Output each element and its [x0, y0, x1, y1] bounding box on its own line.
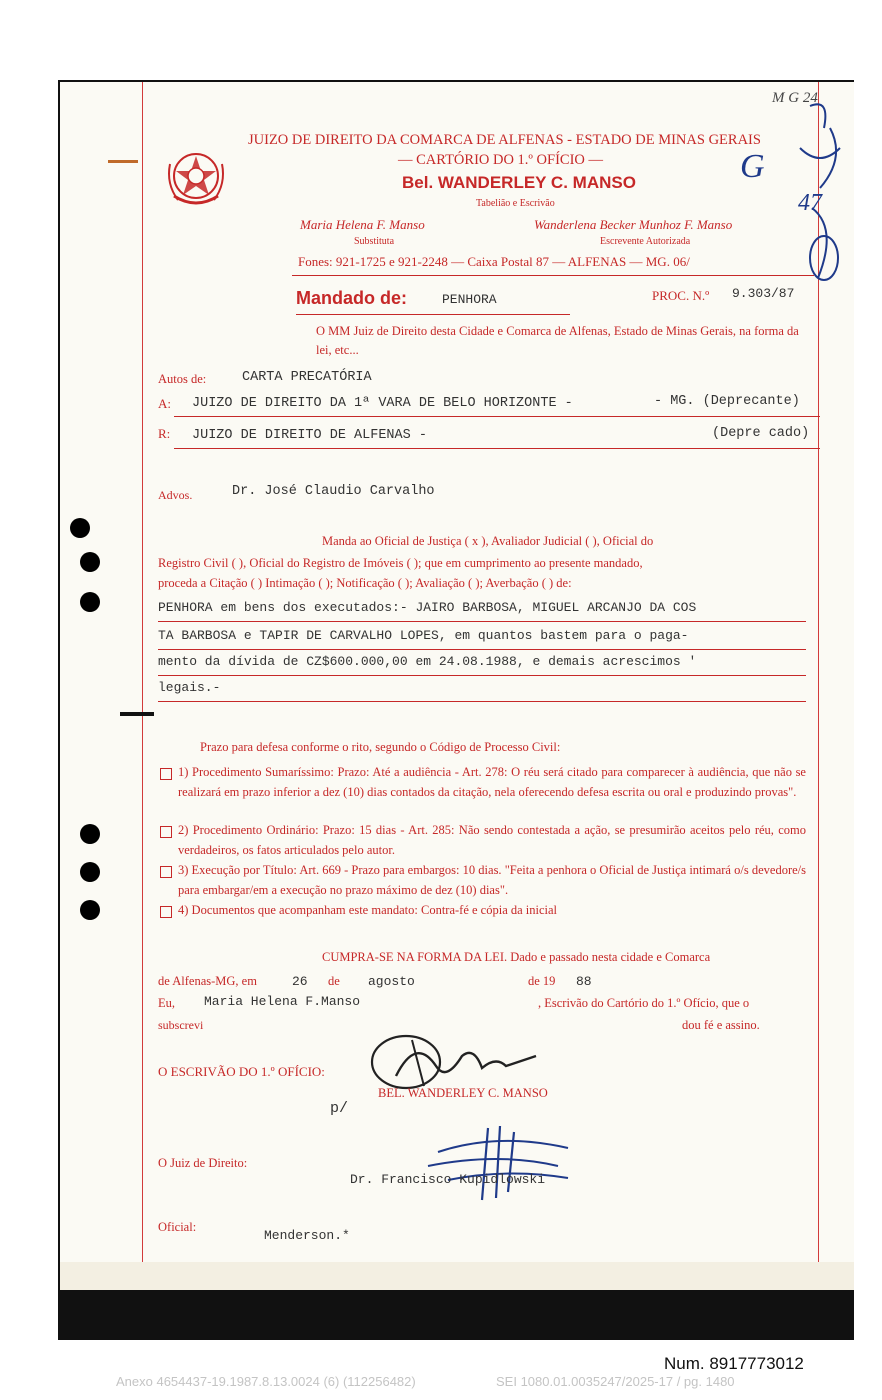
- coat-of-arms-icon: [164, 144, 228, 212]
- advs-value: Dr. José Claudio Carvalho: [232, 484, 435, 499]
- closing-clerk-typed: Maria Helena F.Manso: [204, 994, 361, 1009]
- closing-line-1: CUMPRA-SE NA FORMA DA LEI. Dado e passado nesta cidade e Comarca: [322, 950, 711, 964]
- juiz-signature-icon: [418, 1122, 578, 1202]
- footer-num: Num. 8917773012: [664, 1354, 804, 1373]
- checkbox-ordinario[interactable]: [160, 826, 172, 838]
- escrivao-name: BEL. WANDERLEY C. MANSO: [378, 1086, 548, 1100]
- typed-underline-3: [158, 675, 806, 676]
- r-label: R:: [158, 426, 171, 441]
- office-heading: — CARTÓRIO DO 1.º OFÍCIO —: [398, 152, 604, 168]
- advs-label: Advos.: [158, 488, 193, 502]
- writ-label: Mandado de:: [296, 288, 407, 308]
- closing-subscrevi: subscrevi: [158, 1018, 204, 1032]
- closing-eu-suffix: , Escrivão do Cartório do 1.º Ofício, que o: [538, 996, 750, 1010]
- signature-pp: p/: [330, 1100, 349, 1117]
- checkbox-documentos[interactable]: [160, 906, 172, 918]
- clerk-name: Wanderlena Becker Munhoz F. Manso: [534, 217, 733, 232]
- a-suffix: - MG. (Deprecante): [654, 394, 800, 409]
- a-label: A:: [158, 396, 171, 411]
- substitute-title: Substituta: [354, 236, 395, 247]
- oficial-name: Menderson.*: [264, 1228, 350, 1243]
- scanned-document: [58, 80, 854, 1340]
- typed-underline-2: [158, 649, 806, 650]
- closing-dou-fe: dou fé e assino.: [682, 1018, 760, 1032]
- checkbox-sumarissimo[interactable]: [160, 768, 172, 780]
- order-typed-1: PENHORA em bens dos executados:- JAIRO BARBOSA, MIGUEL ARCANJO DA COS: [158, 600, 697, 615]
- binder-hole: [80, 552, 100, 572]
- closing-eu: Eu,: [158, 996, 176, 1010]
- margin-mark: [108, 160, 138, 163]
- torn-paper-edge: [60, 1262, 854, 1292]
- r-suffix: (Depre cado): [712, 426, 810, 441]
- order-typed-4: legais.-: [158, 680, 221, 695]
- substitute-name: Maria Helena F. Manso: [300, 217, 425, 232]
- header-divider: [292, 275, 814, 276]
- r-underline: [174, 448, 820, 449]
- deadline-item-4: 4) Documentos que acompanham este mandato: Contra-fé e cópia da inicial: [178, 903, 558, 917]
- closing-date-prefix: de Alfenas-MG, em: [158, 974, 257, 988]
- order-typed-3: mento da dívida de CZ$600.000,00 em 24.08.1988, e demais acrescimos ': [158, 654, 697, 669]
- a-value: JUIZO DE DIREITO DA 1ª VARA DE BELO HORIZONTE -: [192, 396, 573, 411]
- typed-underline-4: [158, 701, 806, 702]
- writ-intro: O MM Juiz de Direito desta Cidade e Comarca de Alfenas, Estado de Minas Gerais, na forma da lei, etc...: [316, 324, 799, 357]
- closing-de-2: de 19: [528, 974, 556, 988]
- closing-day: 26: [292, 974, 308, 989]
- closing-de-1: de: [328, 974, 340, 988]
- proc-number: 9.303/87: [732, 286, 795, 301]
- proc-label: PROC. N.º: [652, 288, 710, 303]
- r-value: JUIZO DE DIREITO DE ALFENAS -: [192, 428, 427, 443]
- contacts-line: Fones: 921-1725 e 921-2248 — Caixa Postal 87 — ALFENAS — MG. 06/: [298, 254, 690, 269]
- deadline-item-1: 1) Procedimento Sumaríssimo: Prazo: Até a audiência - Art. 278: O réu será citado para comparecer à audiência, que não se realizará em prazo inferior a dez (10) dias contados da citação, nela oferecendo defesa escrita ou oral e produzindo provas".: [178, 765, 806, 799]
- page-number-handwritten: 47: [798, 190, 822, 216]
- typed-underline-1: [158, 621, 806, 622]
- binder-hole: [80, 900, 100, 920]
- notary-title: Tabelião e Escrivão: [476, 198, 555, 209]
- writ-underline: [296, 314, 570, 315]
- deadline-item-3: 3) Execução por Título: Art. 669 - Prazo para embargos: 10 dias. "Feita a penhora o Oficial de Justiça intimará o/s devedore/s para embargar/em a execução no prazo máximo de dez (10) dias".: [178, 863, 806, 897]
- margin-scribble-icon: [790, 88, 850, 288]
- binder-hole: [80, 824, 100, 844]
- initials-handwritten: G: [740, 148, 765, 185]
- order-line-1: Manda ao Oficial de Justiça ( x ), Avaliador Judicial ( ), Oficial do: [322, 534, 654, 548]
- scan-bottom-background: [60, 1290, 854, 1340]
- footer-annex: Anexo 4654437-19.1987.8.13.0024 (6) (112256482): [116, 1374, 416, 1389]
- binder-hole: [70, 518, 90, 538]
- left-margin-line: [142, 82, 143, 1270]
- court-heading: JUIZO DE DIREITO DA COMARCA DE ALFENAS - ESTADO DE MINAS GERAIS: [248, 132, 761, 148]
- closing-year: 88: [576, 974, 592, 989]
- deadlines-heading: Prazo para defesa conforme o rito, segundo o Código de Processo Civil:: [200, 740, 561, 754]
- clerk-title: Escrevente Autorizada: [600, 236, 691, 247]
- margin-mark: [120, 712, 154, 716]
- juiz-name: Dr. Francisco Kupidlowski: [350, 1172, 546, 1187]
- notary-name: Bel. WANDERLEY C. MANSO: [402, 173, 636, 192]
- binder-hole: [80, 592, 100, 612]
- order-line-3: proceda a Citação ( ) Intimação ( ); Notificação ( ); Avaliação ( ); Averbação ( ) de:: [158, 576, 572, 590]
- oficial-label: Oficial:: [158, 1220, 197, 1234]
- autos-label: Autos de:: [158, 372, 207, 386]
- a-underline: [174, 416, 820, 417]
- order-typed-2: TA BARBOSA e TAPIR DE CARVALHO LOPES, em quantos bastem para o paga-: [158, 628, 689, 643]
- juiz-label: O Juiz de Direito:: [158, 1156, 248, 1170]
- binder-hole: [80, 862, 100, 882]
- margin-note-top-right: M G 24: [772, 90, 818, 106]
- writ-type: PENHORA: [442, 292, 497, 307]
- order-line-2: Registro Civil ( ), Oficial do Registro de Imóveis ( ); que em cumprimento ao presente mandado,: [158, 556, 643, 570]
- footer-sei: SEI 1080.01.0035247/2025-17 / pg. 1480: [496, 1374, 735, 1389]
- autos-value: CARTA PRECATÓRIA: [242, 370, 372, 385]
- deadline-item-2: 2) Procedimento Ordinário: Prazo: 15 dias - Art. 285: Não sendo contestada a ação, se presumirão aceitos pelo réu, como verdadeiros, os fatos articulados pelo autor.: [178, 823, 806, 857]
- escrivao-label: O ESCRIVÃO DO 1.º OFÍCIO:: [158, 1064, 325, 1079]
- checkbox-execucao[interactable]: [160, 866, 172, 878]
- closing-month: agosto: [368, 974, 415, 989]
